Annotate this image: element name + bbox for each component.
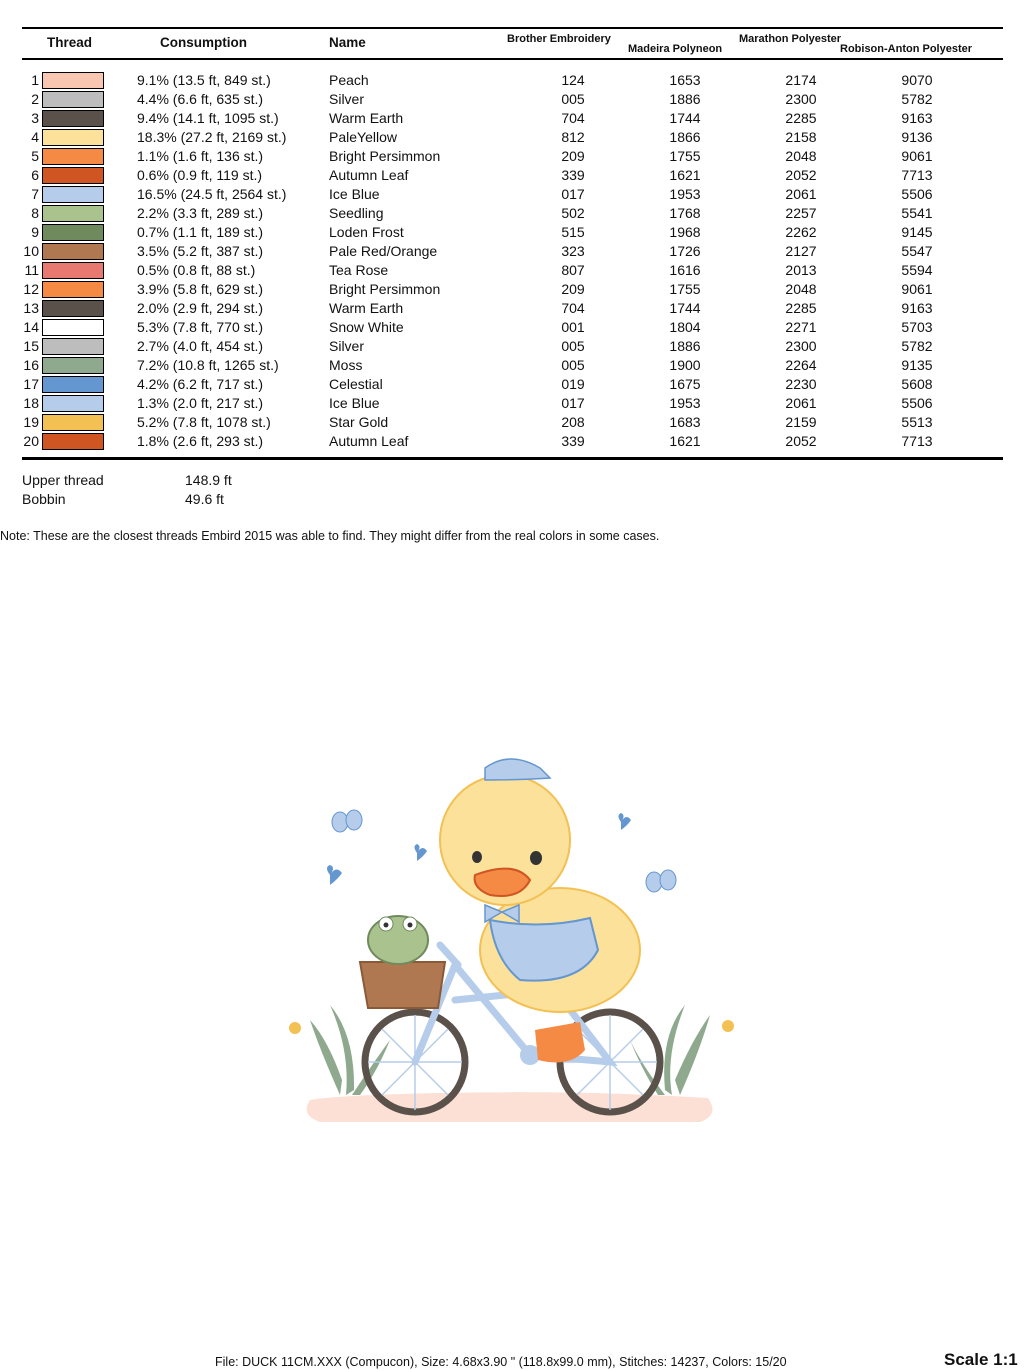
table-row <box>0 413 1024 432</box>
thread-code-brother: 807 <box>561 262 585 278</box>
thread-name: Pale Red/Orange <box>329 243 438 259</box>
thread-consumption: 4.2% (6.2 ft, 717 st.) <box>137 376 264 392</box>
bobbin-value: 49.6 ft <box>185 491 224 507</box>
duck-eye-left <box>472 851 482 863</box>
thread-number: 4 <box>31 129 39 145</box>
table-row <box>0 299 1024 318</box>
table-row <box>0 394 1024 413</box>
right-flower <box>722 1020 734 1032</box>
thread-code-madeira: 1744 <box>669 300 701 316</box>
thread-color-swatch <box>42 281 104 298</box>
thread-number: 9 <box>31 224 39 240</box>
table-top-rule <box>22 27 1003 29</box>
embroidery-design-preview <box>280 750 750 1150</box>
table-row <box>0 337 1024 356</box>
thread-code-madeira: 1866 <box>669 129 701 145</box>
thread-name: Silver <box>329 91 365 107</box>
thread-code-brother: 005 <box>561 91 585 107</box>
ground-patch <box>307 1092 713 1122</box>
thread-name: Bright Persimmon <box>329 281 441 297</box>
heart-left <box>327 865 342 885</box>
table-row <box>0 71 1024 90</box>
table-row <box>0 185 1024 204</box>
thread-code-marathon: 2257 <box>785 205 817 221</box>
thread-code-brother: 019 <box>561 376 585 392</box>
table-row <box>0 356 1024 375</box>
thread-code-robison: 5506 <box>901 395 933 411</box>
table-row <box>0 147 1024 166</box>
table-row <box>0 318 1024 337</box>
bobbin-label: Bobbin <box>22 491 66 507</box>
thread-number: 14 <box>23 319 39 335</box>
table-row <box>0 166 1024 185</box>
thread-code-marathon: 2061 <box>785 186 817 202</box>
thread-color-swatch <box>42 300 104 317</box>
thread-code-robison: 9061 <box>901 281 933 297</box>
thread-code-robison: 9145 <box>901 224 933 240</box>
thread-consumption: 9.1% (13.5 ft, 849 st.) <box>137 72 271 88</box>
thread-code-robison: 5594 <box>901 262 933 278</box>
thread-code-marathon: 2052 <box>785 167 817 183</box>
header-thread: Thread <box>47 35 93 50</box>
thread-consumption: 5.3% (7.8 ft, 770 st.) <box>137 319 264 335</box>
thread-code-marathon: 2262 <box>785 224 817 240</box>
thread-number: 20 <box>23 433 39 449</box>
thread-color-swatch <box>42 224 104 241</box>
duck-foot <box>535 1022 585 1062</box>
thread-code-marathon: 2300 <box>785 91 817 107</box>
table-header-rule <box>22 58 1003 60</box>
heart-mid <box>415 844 428 861</box>
thread-code-brother: 017 <box>561 186 585 202</box>
thread-code-robison: 9163 <box>901 110 933 126</box>
thread-code-marathon: 2052 <box>785 433 817 449</box>
thread-consumption: 0.6% (0.9 ft, 119 st.) <box>137 167 263 183</box>
thread-code-robison: 9136 <box>901 129 933 145</box>
thread-name: Tea Rose <box>329 262 389 278</box>
thread-color-swatch <box>42 148 104 165</box>
thread-code-brother: 515 <box>561 224 585 240</box>
thread-number: 11 <box>24 262 39 278</box>
thread-code-robison: 5782 <box>901 91 933 107</box>
thread-number: 2 <box>31 91 39 107</box>
table-row <box>0 204 1024 223</box>
thread-name: Autumn Leaf <box>329 433 409 449</box>
thread-name: Bright Persimmon <box>329 148 441 164</box>
thread-color-swatch <box>42 243 104 260</box>
thread-number: 12 <box>23 281 39 297</box>
thread-consumption: 1.8% (2.6 ft, 293 st.) <box>137 433 264 449</box>
thread-code-madeira: 1755 <box>669 148 701 164</box>
thread-code-brother: 209 <box>561 148 585 164</box>
thread-consumption: 2.2% (3.3 ft, 289 st.) <box>137 205 264 221</box>
frog <box>368 916 428 964</box>
thread-code-marathon: 2158 <box>785 129 817 145</box>
thread-code-madeira: 1886 <box>669 338 701 354</box>
thread-code-brother: 208 <box>561 414 585 430</box>
thread-code-robison: 5506 <box>901 186 933 202</box>
thread-number: 5 <box>31 148 39 164</box>
thread-color-swatch <box>42 319 104 336</box>
table-row <box>0 432 1024 451</box>
thread-color-swatch <box>42 433 104 450</box>
upper-thread-label: Upper thread <box>22 472 104 488</box>
thread-code-marathon: 2061 <box>785 395 817 411</box>
thread-name: Snow White <box>329 319 404 335</box>
thread-name: Ice Blue <box>329 395 380 411</box>
thread-color-swatch <box>42 110 104 127</box>
upper-thread-value: 148.9 ft <box>185 472 232 488</box>
duck-cap <box>485 759 550 780</box>
table-row <box>0 280 1024 299</box>
thread-consumption: 3.5% (5.2 ft, 387 st.) <box>137 243 264 259</box>
thread-number: 8 <box>31 205 39 221</box>
thread-code-madeira: 1616 <box>669 262 701 278</box>
left-plant <box>310 1005 390 1095</box>
thread-code-brother: 339 <box>561 433 585 449</box>
thread-number: 3 <box>31 110 39 126</box>
thread-code-robison: 9163 <box>901 300 933 316</box>
thread-number: 10 <box>23 243 39 259</box>
header-marathon: Marathon Polyester <box>739 33 842 45</box>
thread-color-swatch <box>42 395 104 412</box>
thread-code-marathon: 2230 <box>785 376 817 392</box>
thread-code-madeira: 1953 <box>669 395 701 411</box>
thread-color-swatch <box>42 414 104 431</box>
thread-code-madeira: 1804 <box>669 319 701 335</box>
thread-color-swatch <box>42 338 104 355</box>
thread-number: 18 <box>23 395 39 411</box>
thread-code-madeira: 1744 <box>669 110 701 126</box>
thread-name: Warm Earth <box>329 110 404 126</box>
thread-code-brother: 502 <box>561 205 585 221</box>
table-row <box>0 90 1024 109</box>
thread-number: 17 <box>23 376 39 392</box>
thread-code-madeira: 1900 <box>669 357 701 373</box>
left-flower <box>289 1022 301 1034</box>
table-row <box>0 223 1024 242</box>
thread-name: PaleYellow <box>329 129 397 145</box>
thread-consumption: 7.2% (10.8 ft, 1265 st.) <box>137 357 279 373</box>
thread-number: 7 <box>31 186 39 202</box>
table-row <box>0 375 1024 394</box>
thread-code-brother: 323 <box>561 243 585 259</box>
thread-code-marathon: 2127 <box>785 243 817 259</box>
thread-code-madeira: 1968 <box>669 224 701 240</box>
thread-code-madeira: 1683 <box>669 414 701 430</box>
table-row <box>0 242 1024 261</box>
header-brother: Brother Embroidery <box>507 33 611 45</box>
thread-code-robison: 5782 <box>901 338 933 354</box>
thread-code-marathon: 2048 <box>785 148 817 164</box>
thread-code-marathon: 2048 <box>785 281 817 297</box>
thread-code-robison: 9070 <box>901 72 933 88</box>
thread-code-marathon: 2300 <box>785 338 817 354</box>
thread-consumption: 2.7% (4.0 ft, 454 st.) <box>137 338 264 354</box>
thread-color-swatch <box>42 167 104 184</box>
thread-code-madeira: 1675 <box>669 376 701 392</box>
thread-number: 6 <box>31 167 39 183</box>
thread-code-robison: 9135 <box>901 357 933 373</box>
thread-number: 16 <box>23 357 39 373</box>
heart-right <box>619 813 632 830</box>
thread-color-swatch <box>42 357 104 374</box>
thread-code-brother: 704 <box>561 110 585 126</box>
thread-consumption: 3.9% (5.8 ft, 629 st.) <box>137 281 264 297</box>
thread-code-marathon: 2013 <box>785 262 817 278</box>
table-row <box>0 261 1024 280</box>
thread-consumption: 0.7% (1.1 ft, 189 st.) <box>137 224 264 240</box>
thread-code-brother: 124 <box>561 72 585 88</box>
thread-code-robison: 5547 <box>901 243 933 259</box>
thread-name: Ice Blue <box>329 186 380 202</box>
thread-consumption: 4.4% (6.6 ft, 635 st.) <box>137 91 264 107</box>
thread-color-swatch <box>42 186 104 203</box>
table-bottom-rule <box>22 457 1003 460</box>
table-row <box>0 128 1024 147</box>
header-consumption: Consumption <box>160 35 247 50</box>
thread-color-swatch <box>42 205 104 222</box>
thread-code-brother: 339 <box>561 167 585 183</box>
thread-consumption: 9.4% (14.1 ft, 1095 st.) <box>137 110 279 126</box>
thread-code-brother: 005 <box>561 338 585 354</box>
right-plant <box>630 1005 710 1095</box>
butterfly-right <box>646 870 676 892</box>
thread-code-brother: 017 <box>561 395 585 411</box>
thread-name: Loden Frost <box>329 224 404 240</box>
thread-code-brother: 704 <box>561 300 585 316</box>
thread-code-madeira: 1621 <box>669 433 701 449</box>
thread-code-robison: 5513 <box>901 414 933 430</box>
thread-color-swatch <box>42 129 104 146</box>
header-robison: Robison-Anton Polyester <box>840 43 973 55</box>
thread-code-robison: 5541 <box>901 205 933 221</box>
duck-eye-right <box>530 851 542 865</box>
thread-consumption: 0.5% (0.8 ft, 88 st.) <box>137 262 256 278</box>
butterfly-left <box>332 810 362 832</box>
thread-code-madeira: 1621 <box>669 167 701 183</box>
thread-code-marathon: 2264 <box>785 357 817 373</box>
thread-code-madeira: 1768 <box>669 205 701 221</box>
thread-code-brother: 812 <box>561 129 585 145</box>
thread-number: 13 <box>23 300 39 316</box>
thread-color-swatch <box>42 376 104 393</box>
thread-name: Autumn Leaf <box>329 167 409 183</box>
thread-number: 15 <box>23 338 39 354</box>
thread-code-brother: 001 <box>561 319 585 335</box>
thread-number: 1 <box>31 72 39 88</box>
thread-code-marathon: 2271 <box>785 319 817 335</box>
thread-name: Moss <box>329 357 363 373</box>
thread-consumption: 1.3% (2.0 ft, 217 st.) <box>137 395 264 411</box>
thread-code-marathon: 2285 <box>785 300 817 316</box>
thread-code-madeira: 1886 <box>669 91 701 107</box>
table-row <box>0 109 1024 128</box>
thread-color-swatch <box>42 262 104 279</box>
thread-code-madeira: 1755 <box>669 281 701 297</box>
thread-consumption: 1.1% (1.6 ft, 136 st.) <box>137 148 264 164</box>
note-text: Note: These are the closest threads Embird 2015 was able to find. They might differ from the real colors in some cases. <box>0 529 660 543</box>
thread-name: Seedling <box>329 205 384 221</box>
thread-consumption: 16.5% (24.5 ft, 2564 st.) <box>137 186 287 202</box>
thread-color-swatch <box>42 91 104 108</box>
thread-code-madeira: 1953 <box>669 186 701 202</box>
thread-code-robison: 5703 <box>901 319 933 335</box>
scale-label: Scale 1:1 <box>944 1350 1018 1369</box>
thread-code-robison: 7713 <box>901 433 933 449</box>
thread-code-brother: 005 <box>561 357 585 373</box>
header-madeira: Madeira Polyneon <box>628 43 723 55</box>
thread-code-madeira: 1726 <box>669 243 701 259</box>
basket <box>360 962 445 1008</box>
thread-code-madeira: 1653 <box>669 72 701 88</box>
thread-name: Warm Earth <box>329 300 404 316</box>
thread-code-marathon: 2174 <box>785 72 817 88</box>
thread-code-robison: 9061 <box>901 148 933 164</box>
header-name: Name <box>329 35 366 50</box>
thread-code-marathon: 2159 <box>785 414 817 430</box>
thread-name: Star Gold <box>329 414 389 430</box>
thread-consumption: 2.0% (2.9 ft, 294 st.) <box>137 300 264 316</box>
file-info: File: DUCK 11CM.XXX (Compucon), Size: 4.68x3.90 " (118.8x99.0 mm), Stitches: 14237, Colors: 15/20 <box>215 1355 787 1369</box>
thread-name: Celestial <box>329 376 383 392</box>
thread-name: Silver <box>329 338 365 354</box>
thread-code-robison: 7713 <box>901 167 933 183</box>
thread-consumption: 18.3% (27.2 ft, 2169 st.) <box>137 129 287 145</box>
thread-code-robison: 5608 <box>901 376 933 392</box>
thread-color-swatch <box>42 72 104 89</box>
thread-consumption: 5.2% (7.8 ft, 1078 st.) <box>137 414 271 430</box>
thread-name: Peach <box>329 72 369 88</box>
thread-number: 19 <box>23 414 39 430</box>
thread-code-marathon: 2285 <box>785 110 817 126</box>
thread-code-brother: 209 <box>561 281 585 297</box>
